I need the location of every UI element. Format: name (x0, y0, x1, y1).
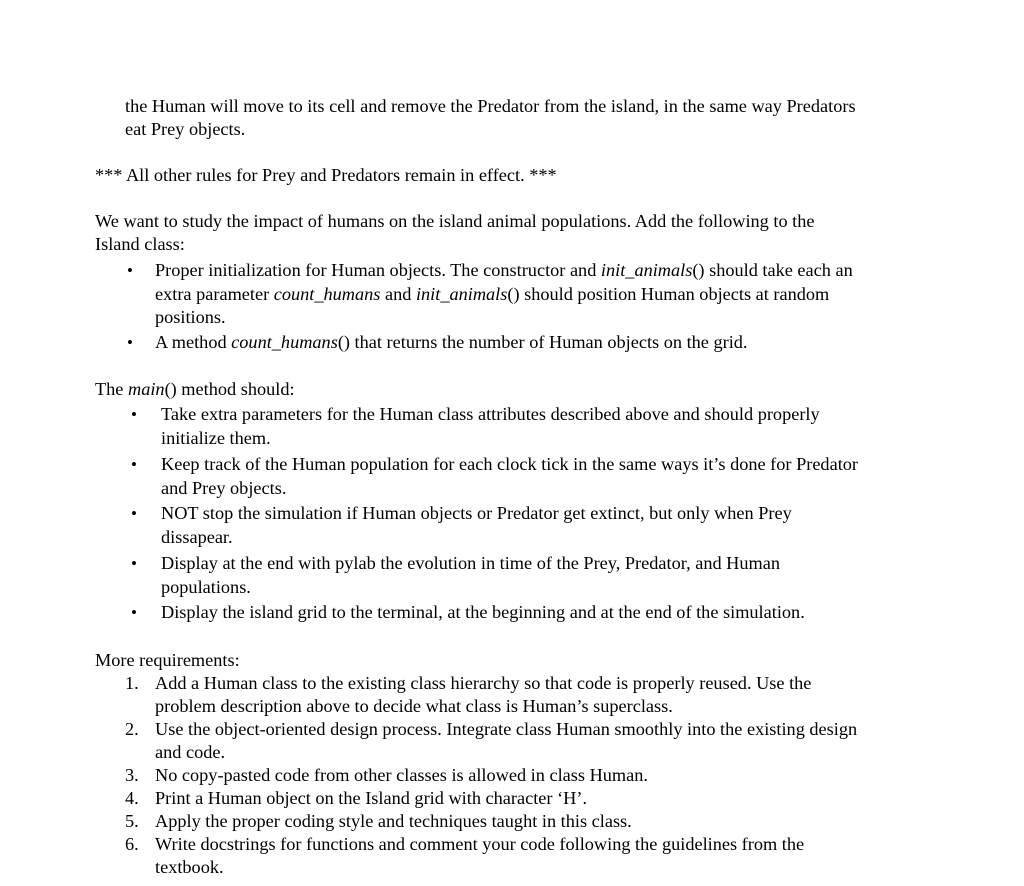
req-2-number: 2. (125, 719, 139, 739)
req-5-number: 5. (125, 811, 139, 831)
req-3-number: 3. (125, 765, 139, 785)
main-item-1-line-1: Take extra parameters for the Human class attributes described above and should properly (161, 404, 820, 424)
req-6-number: 6. (125, 834, 139, 854)
main-item-1-line-2: initialize them. (161, 428, 271, 448)
req-1-line-2: problem description above to decide what class is Human’s superclass. (155, 696, 673, 716)
island-bullet-1-line-2: extra parameter count_humans and init_animals() should position Human objects at random (155, 284, 830, 304)
req-5-line-1: Apply the proper coding style and techniques taught in this class. (155, 811, 632, 831)
bullet-marker: • (127, 261, 133, 280)
req-4-number: 4. (125, 788, 139, 808)
island-bullet-1-line-3: positions. (155, 307, 226, 327)
main-intro: The main() method should: (95, 379, 295, 399)
main-item-3-line-2: dissapear. (161, 527, 233, 547)
req-3-line-1: No copy-pasted code from other classes is allowed in class Human. (155, 765, 648, 785)
req-6-line-1: Write docstrings for functions and comment your code following the guidelines from the (155, 834, 805, 854)
island-bullet-1-line-1: Proper initialization for Human objects. The constructor and init_animals() should take each an (155, 260, 853, 280)
more-requirements-heading: More requirements: (95, 650, 240, 670)
req-1-line-1: Add a Human class to the existing class hierarchy so that code is properly reused. Use the (155, 673, 812, 693)
req-4-line-1: Print a Human object on the Island grid with character ‘H’. (155, 788, 588, 808)
bullet-marker: • (131, 455, 137, 474)
bullet-marker: • (131, 504, 137, 523)
main-item-2-line-2: and Prey objects. (161, 478, 287, 498)
bullet-marker: • (131, 603, 137, 622)
req-2-line-2: and code. (155, 742, 226, 762)
req-2-line-1: Use the object-oriented design process. Integrate class Human smoothly into the existing design (155, 719, 858, 739)
main-item-5: Display the island grid to the terminal, at the beginning and at the end of the simulation. (161, 602, 805, 622)
bullet-marker: • (127, 333, 133, 352)
continuation-line-2: eat Prey objects. (125, 119, 246, 139)
bullet-marker: • (131, 554, 137, 573)
continuation-line-1: the Human will move to its cell and remove the Predator from the island, in the same way Predators (125, 96, 856, 116)
req-1-number: 1. (125, 673, 139, 693)
island-bullet-2: A method count_humans() that returns the number of Human objects on the grid. (155, 332, 748, 352)
main-item-3-line-1: NOT stop the simulation if Human objects or Predator get extinct, but only when Prey (161, 503, 792, 523)
rules-note: *** All other rules for Prey and Predators remain in effect. *** (95, 165, 557, 185)
study-paragraph-line-1: We want to study the impact of humans on the island animal populations. Add the following to the (95, 211, 815, 231)
req-6-line-2: textbook. (155, 857, 224, 877)
bullet-marker: • (131, 405, 137, 424)
main-item-4-line-2: populations. (161, 577, 251, 597)
main-item-2-line-1: Keep track of the Human population for each clock tick in the same ways it’s done for Predator (161, 454, 858, 474)
main-item-4-line-1: Display at the end with pylab the evolution in time of the Prey, Predator, and Human (161, 553, 780, 573)
study-paragraph-line-2: Island class: (95, 234, 185, 254)
